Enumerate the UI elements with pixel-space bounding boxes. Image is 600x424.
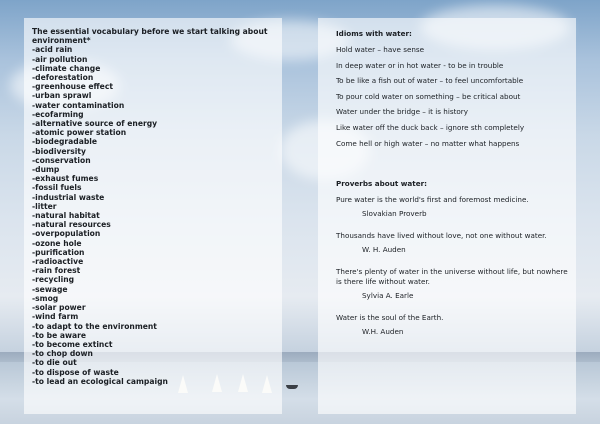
idiom-item: Like water off the duck back – ignore sth completely <box>336 122 525 132</box>
idiom-item: Hold water – have sense <box>336 45 425 54</box>
proverb-author: Sylvia A. Earle <box>362 291 414 301</box>
vocabulary-item: -water contamination <box>32 100 125 110</box>
proverbs-heading: Proverbs about water: <box>336 179 427 189</box>
vocabulary-item: -to lead an ecological campaign <box>32 376 168 386</box>
vocabulary-list-section <box>32 27 272 386</box>
vocabulary-item: -to chop down <box>32 349 93 359</box>
idiom-item: In deep water or in hot water - to be in trouble <box>336 60 504 70</box>
vocabulary-item: -to become extinct <box>32 339 113 349</box>
vocabulary-item: -radioactive <box>32 257 84 267</box>
vocabulary-item: -sewage <box>32 284 68 294</box>
vocabulary-item: -ecofarming <box>32 109 84 119</box>
vocabulary-item: -deforestation <box>32 73 94 83</box>
proverb-text: Water is the soul of the Earth. <box>336 313 444 323</box>
vocabulary-item: -fossil fuels <box>32 183 82 193</box>
vocabulary-item: -alternative source of energy <box>32 119 158 129</box>
vocabulary-item: -recycling <box>32 275 75 285</box>
vocabulary-item: -greenhouse effect <box>32 82 113 92</box>
vocabulary-item: -conservation <box>32 155 91 165</box>
vocabulary-title: The essential vocabulary before we start talking about environment* <box>32 27 268 46</box>
vocabulary-item: -purification <box>32 247 85 257</box>
idiom-item: Come hell or high water – no matter what happens <box>336 138 520 148</box>
vocabulary-item: -to dispose of waste <box>32 367 119 377</box>
vocabulary-item: -solar power <box>32 303 86 313</box>
vocabulary-item: -to be aware <box>32 330 87 340</box>
proverb-author: W.H. Auden <box>362 327 404 337</box>
proverbs-list <box>336 195 568 337</box>
proverb-text: Thousands have lived without love, not one without water. <box>336 231 547 241</box>
proverb-author: Slovakian Proverb <box>362 209 427 219</box>
vocabulary-item: -natural resources <box>32 220 111 230</box>
vocabulary-item: -smog <box>32 293 59 303</box>
idioms-heading: Idioms with water: <box>336 29 412 38</box>
vocabulary-item: -overpopulation <box>32 229 101 239</box>
vocabulary-item: -biodiversity <box>32 146 86 156</box>
vocabulary-item: -wind farm <box>32 312 79 322</box>
vocabulary-item: -dump <box>32 165 60 175</box>
idiom-item: Water under the bridge – it is history <box>336 107 469 117</box>
vocabulary-item: -climate change <box>32 63 101 73</box>
vocabulary-item: -biodegradable <box>32 137 98 147</box>
vocabulary-item: -urban sprawl <box>32 91 92 101</box>
vocabulary-item: -natural habitat <box>32 211 100 221</box>
proverb-text: There's plenty of water in the universe without life, but nowhere is there life without water. <box>336 267 568 287</box>
idiom-item: To be like a fish out of water – to feel uncomfortable <box>336 76 524 86</box>
vocabulary-item: -atomic power station <box>32 128 127 138</box>
vocabulary-item: -air pollution <box>32 54 88 64</box>
vocabulary-item: -to adapt to the environment <box>32 321 157 331</box>
vocabulary-item: -exhaust fumes <box>32 174 99 184</box>
idiom-item: To pour cold water on something – be critical about <box>336 91 521 101</box>
vocabulary-item: -acid rain <box>32 45 73 55</box>
vocabulary-item: -ozone hole <box>32 238 82 248</box>
vocabulary-list <box>32 45 272 386</box>
vocabulary-item: -rain forest <box>32 266 81 276</box>
proverb-author: W. H. Auden <box>362 245 406 255</box>
idioms-list <box>336 45 568 149</box>
vocabulary-item: -litter <box>32 201 57 211</box>
vocabulary-item: -to die out <box>32 358 77 368</box>
water-section <box>336 29 568 349</box>
vocabulary-item: -industrial waste <box>32 192 105 202</box>
proverb-text: Pure water is the world's first and foremost medicine. <box>336 195 529 205</box>
